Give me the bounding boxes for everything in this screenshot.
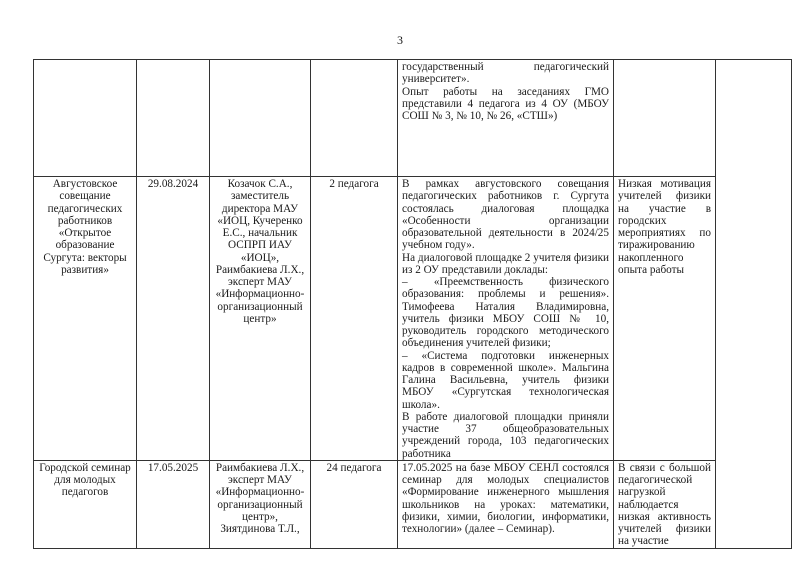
description-paragraph: На диалоговой площадке 2 учителя физики из 2 ОУ представили доклады: [402, 251, 609, 276]
date-cell: 17.05.2025 [137, 460, 210, 548]
responsible-cell: Козачок С.А., заместитель директора МАУ «ИОЦ, Кучеренко Е.С., начальник ОСПРП ИАУ «ИОЦ», Раимбакиева Л.Х., эксперт МАУ «Информационно-организационный центр» [210, 177, 311, 461]
description-cell [398, 177, 614, 461]
date-cell: 29.08.2024 [137, 177, 210, 461]
description-cell [398, 460, 614, 548]
page-number: 3 [397, 33, 403, 47]
description-paragraph: 17.05.2025 на базе МБОУ СЕНЛ состоялся семинар для молодых специалистов «Формирование инженерного мышления школьников на уроках: математики, физики, химии, биологии, информатики, технологии» (далее – Семинар). [402, 461, 609, 535]
description-paragraph: – «Преемственность физического образования: проблемы и решения». Тимофеева Наталия Владимировна, учитель физики МБОУ СОШ № 10, руководитель городского методического объединения учителей физики; [402, 276, 609, 350]
date-cell [137, 60, 210, 177]
responsible-cell [210, 60, 311, 177]
problems-cell: В связи с большой педагогической нагрузкой наблюдается низкая активность учителей физики на участие [614, 460, 716, 548]
description-paragraph: государственный педагогический университет». [402, 61, 609, 86]
description-paragraph: В рамках августовского совещания педагогических работников г. Сургута состоялась диалоговая площадка «Особенности организации образовательной деятельности в 2024/25 учебном году». [402, 178, 609, 252]
participants-cell [311, 60, 398, 177]
problems-cell [614, 60, 716, 177]
event-cell [34, 60, 137, 177]
description-paragraph: Опыт работы на заседаниях ГМО представили 4 педагога из 4 ОУ (МБОУ СОШ № 3, № 10, № 26, «СТШ») [402, 85, 609, 122]
description-paragraph: В работе диалоговой площадки приняли участие 37 общеобразовательных учреждений города, 103 педагогических работника [402, 410, 609, 460]
event-cell: Августовское совещание педагогических работников «Открытое образование Сургута: векторы развития» [34, 177, 137, 461]
participants-cell: 24 педагога [311, 460, 398, 548]
table-row [34, 60, 792, 177]
participants-cell: 2 педагога [311, 177, 398, 461]
description-paragraph: – «Система подготовки инженерных кадров в современной школе». Мальгина Галина Васильевна, учитель физики МБОУ «Сургутская технологическая школа». [402, 349, 609, 411]
table-row [34, 460, 792, 548]
notes-cell [716, 60, 792, 549]
description-cell [398, 60, 614, 177]
event-cell: Городской семинар для молодых педагогов [34, 460, 137, 548]
responsible-cell: Раимбакиева Л.Х., эксперт МАУ «Информационно-организационный центр», Зиятдинова Т.Л., [210, 460, 311, 548]
table-row [34, 177, 792, 461]
report-table [33, 59, 792, 549]
problems-cell: Низкая мотивация учителей физики на участие в городских мероприятиях по тиражированию накопленного опыта работы [614, 177, 716, 461]
